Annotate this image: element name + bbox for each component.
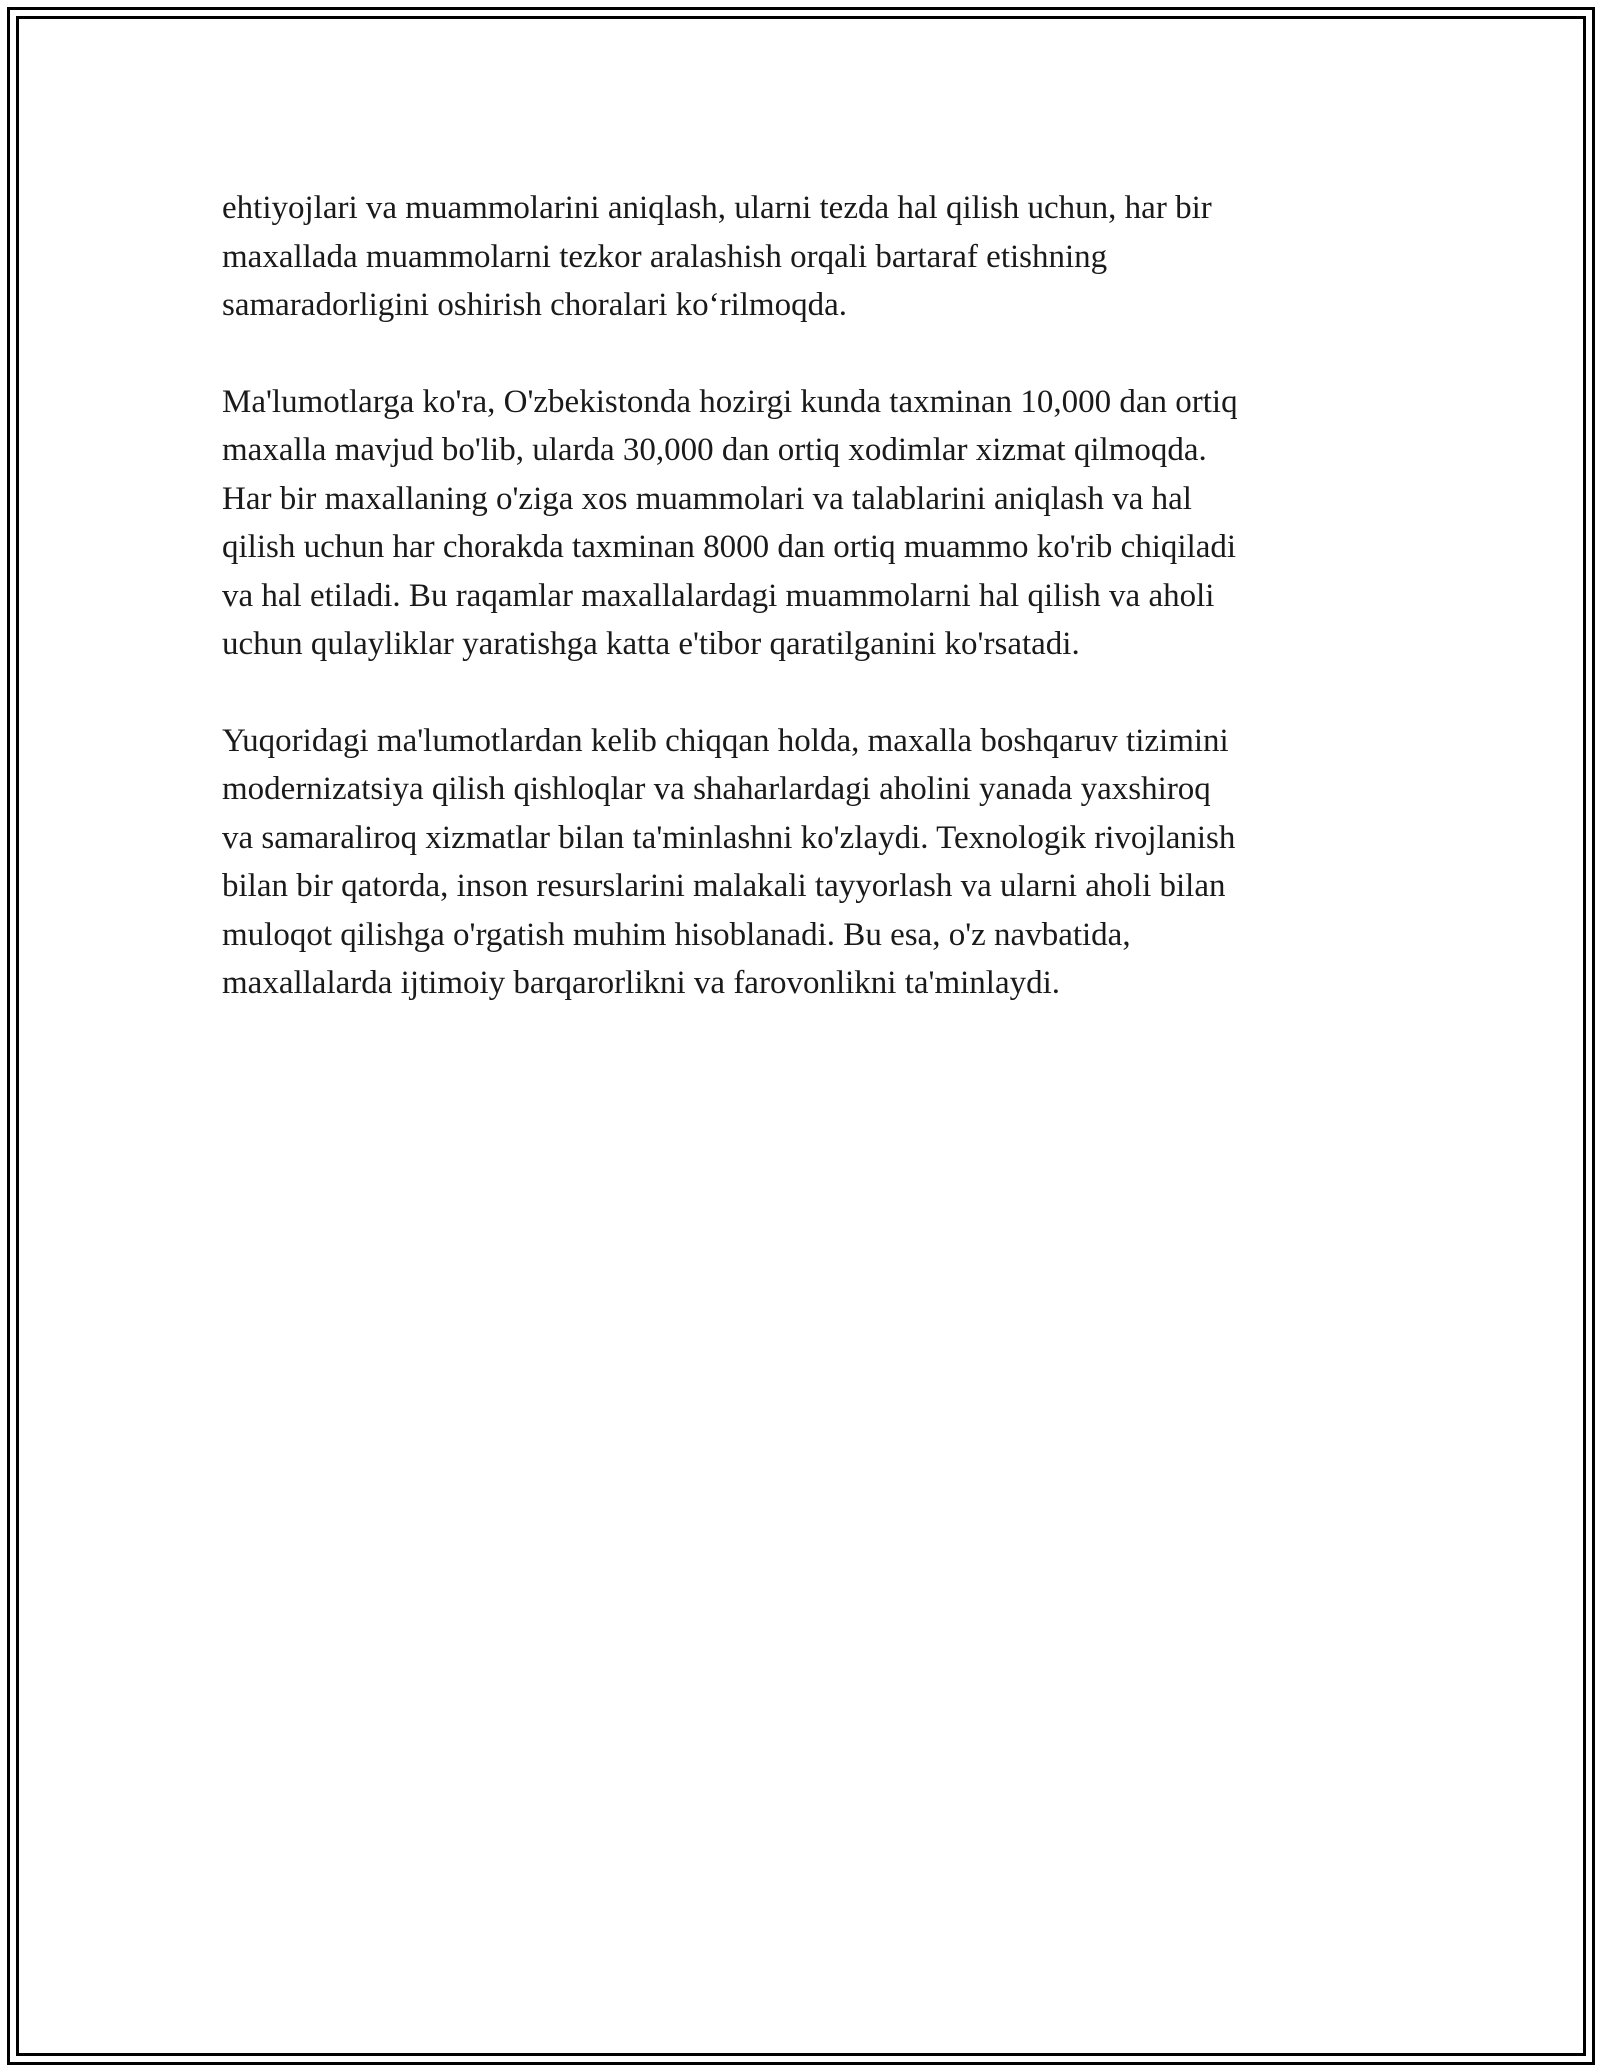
paragraph-1: ehtiyojlari va muammolarini aniqlash, ularni tezda hal qilish uchun, har bir maxallada muammolarni tezkor aralashish orqali bartaraf etishning samaradorligini oshirish choralari ko‘rilmoqda.: [222, 190, 1212, 323]
paragraph-3: Yuqoridagi ma'lumotlardan kelib chiqqan holda, maxalla boshqaruv tizimini modernizatsiya qilish qishloqlar va shaharlardagi aholini yanada yaxshiroq va samaraliroq xizmatlar bilan ta'minlashni ko'zlaydi. Texnologik rivojlanish bilan bir qatorda, inson resurslarini malakali tayyorlash va ularni aholi bilan muloqot qilishga o'rgatish muhim hisoblanadi. Bu esa, o'z navbatida, maxallalarda ijtimoiy barqarorlikni va farovonlikni ta'minlaydi.: [222, 722, 1236, 1001]
paragraph-2: Ma'lumotlarga ko'ra, O'zbekistonda hozirgi kunda taxminan 10,000 dan ortiq maxalla mavjud bo'lib, ularda 30,000 dan ortiq xodimlar xizmat qilmoqda. Har bir maxallaning o'ziga xos muammolari va talablarini aniqlash va hal qilish uchun har chorakda taxminan 8000 dan ortiq muammo ko'rib chiqiladi va hal etiladi. Bu raqamlar maxallalardagi muammolarni hal qilish va aholi uchun qulayliklar yaratishga katta e'tibor qaratilganini ko'rsatadi.: [222, 383, 1238, 662]
document-body: [222, 184, 1402, 1008]
